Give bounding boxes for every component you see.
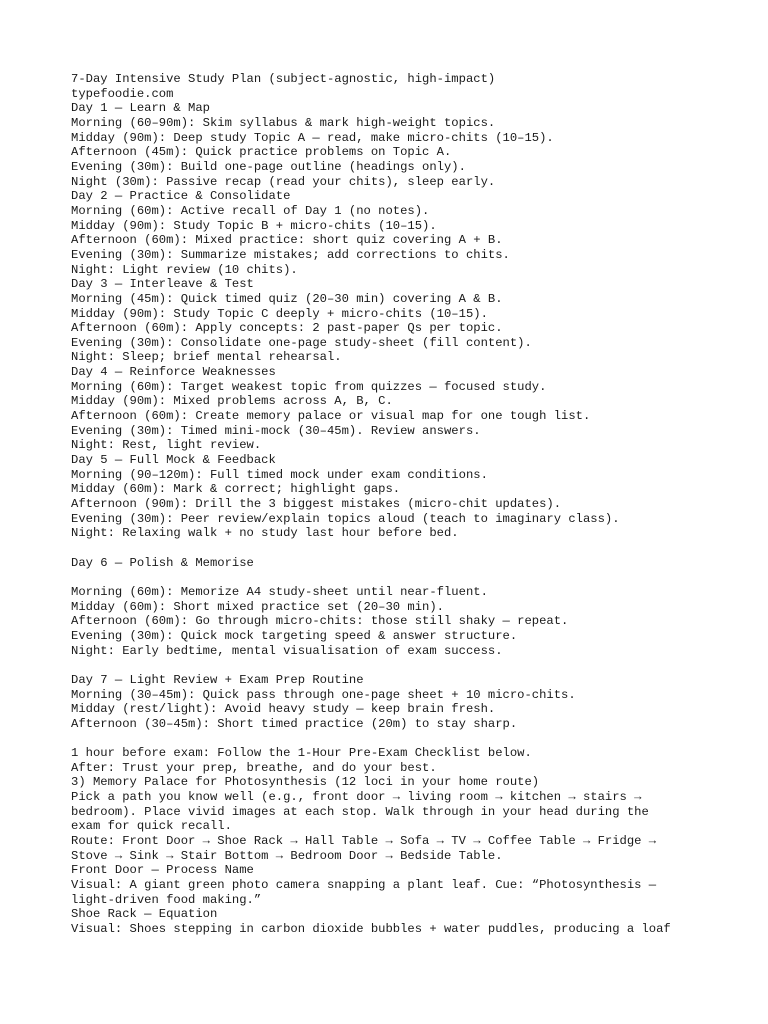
text-line: Night (30m): Passive recap (read your chits), sleep early. <box>71 174 496 189</box>
text-line: Morning (60m): Memorize A4 study-sheet until near-fluent. <box>71 584 488 599</box>
text-line: Midday (90m): Study Topic B + micro-chits (10–15). <box>71 218 437 233</box>
text-line: Midday (90m): Mixed problems across A, B, C. <box>71 394 393 409</box>
text-line: Evening (30m): Build one-page outline (headings only). <box>71 159 466 174</box>
text-line: Visual: Shoes stepping in carbon dioxide bubbles + water puddles, producing a loaf <box>71 922 671 936</box>
blank-line <box>71 731 711 746</box>
text-line: 3) Memory Palace for Photosynthesis (12 loci in your home route) <box>71 775 540 790</box>
text-line: Morning (45m): Quick timed quiz (20–30 min) covering A & B. <box>71 291 503 306</box>
text-line: Front Door — Process Name <box>71 863 254 878</box>
text-line: Evening (30m): Peer review/explain topics aloud (teach to imaginary class). <box>71 511 620 526</box>
text-line: Stove → Sink → Stair Bottom → Bedroom Door → Bedside Table. <box>71 848 503 863</box>
text-line: Afternoon (90m): Drill the 3 biggest mistakes (micro-chit updates). <box>71 497 562 512</box>
text-line: Day 1 — Learn & Map <box>71 101 210 116</box>
text-line: 1 hour before exam: Follow the 1-Hour Pre-Exam Checklist below. <box>71 746 532 761</box>
text-line: Day 2 — Practice & Consolidate <box>71 189 291 204</box>
site-name: typefoodie.com <box>71 86 174 101</box>
text-line: Day 6 — Polish & Memorise <box>71 555 254 570</box>
text-line: After: Trust your prep, breathe, and do your best. <box>71 760 437 775</box>
text-line: Night: Early bedtime, mental visualisation of exam success. <box>71 643 503 658</box>
text-line: Day 3 — Interleave & Test <box>71 277 254 292</box>
document-body <box>71 72 711 937</box>
document-title: 7-Day Intensive Study Plan (subject-agnostic, high-impact) <box>71 72 496 86</box>
text-line: Midday (90m): Study Topic C deeply + micro-chits (10–15). <box>71 306 488 321</box>
text-line: Afternoon (60m): Create memory palace or visual map for one tough list. <box>71 409 591 424</box>
text-line: Afternoon (45m): Quick practice problems on Topic A. <box>71 145 452 160</box>
text-line: Day 4 — Reinforce Weaknesses <box>71 365 276 380</box>
text-line: Morning (60–90m): Skim syllabus & mark high-weight topics. <box>71 115 496 130</box>
text-line: bedroom). Place vivid images at each stop. Walk through in your head during the <box>71 804 649 819</box>
text-line: Evening (30m): Timed mini-mock (30–45m). Review answers. <box>71 423 481 438</box>
text-line: Pick a path you know well (e.g., front door → living room → kitchen → stairs → <box>71 790 642 805</box>
text-line: Night: Rest, light review. <box>71 438 262 453</box>
text-line: Midday (60m): Short mixed practice set (20–30 min). <box>71 599 444 614</box>
text-line: Route: Front Door → Shoe Rack → Hall Table → Sofa → TV → Coffee Table → Fridge → <box>71 834 657 849</box>
text-line: Morning (90–120m): Full timed mock under exam conditions. <box>71 467 488 482</box>
text-line: Night: Relaxing walk + no study last hour before bed. <box>71 526 459 541</box>
text-line: Afternoon (30–45m): Short timed practice (20m) to stay sharp. <box>71 716 518 731</box>
text-line: Shoe Rack — Equation <box>71 907 218 922</box>
text-line: Afternoon (60m): Apply concepts: 2 past-paper Qs per topic. <box>71 321 503 336</box>
text-line: Morning (30–45m): Quick pass through one-page sheet + 10 micro-chits. <box>71 687 576 702</box>
text-line: Afternoon (60m): Go through micro-chits: those still shaky — repeat. <box>71 614 569 629</box>
text-line: Midday (rest/light): Avoid heavy study — keep brain fresh. <box>71 702 496 717</box>
blank-line <box>71 541 711 556</box>
text-line: Evening (30m): Summarize mistakes; add corrections to chits. <box>71 247 510 262</box>
text-line: Evening (30m): Quick mock targeting speed & answer structure. <box>71 628 518 643</box>
text-line: Day 5 — Full Mock & Feedback <box>71 453 276 468</box>
text-line: Midday (60m): Mark & correct; highlight gaps. <box>71 482 401 497</box>
blank-line <box>71 658 711 673</box>
text-line: Morning (60m): Active recall of Day 1 (no notes). <box>71 203 430 218</box>
text-line: Afternoon (60m): Mixed practice: short quiz covering A + B. <box>71 233 503 248</box>
text-line: exam for quick recall. <box>71 819 232 834</box>
text-line: Day 7 — Light Review + Exam Prep Routine <box>71 672 364 687</box>
text-line: Night: Light review (10 chits). <box>71 262 298 277</box>
text-line: Midday (90m): Deep study Topic A — read, make micro-chits (10–15). <box>71 130 554 145</box>
text-line: Evening (30m): Consolidate one-page study-sheet (fill content). <box>71 335 532 350</box>
text-line: Morning (60m): Target weakest topic from quizzes — focused study. <box>71 379 547 394</box>
text-line: Visual: A giant green photo camera snapping a plant leaf. Cue: “Photosynthesis — <box>71 878 657 893</box>
blank-line <box>71 570 711 585</box>
document-lines <box>71 101 711 936</box>
text-line: light-driven food making.” <box>71 892 262 907</box>
text-line: Night: Sleep; brief mental rehearsal. <box>71 350 342 365</box>
